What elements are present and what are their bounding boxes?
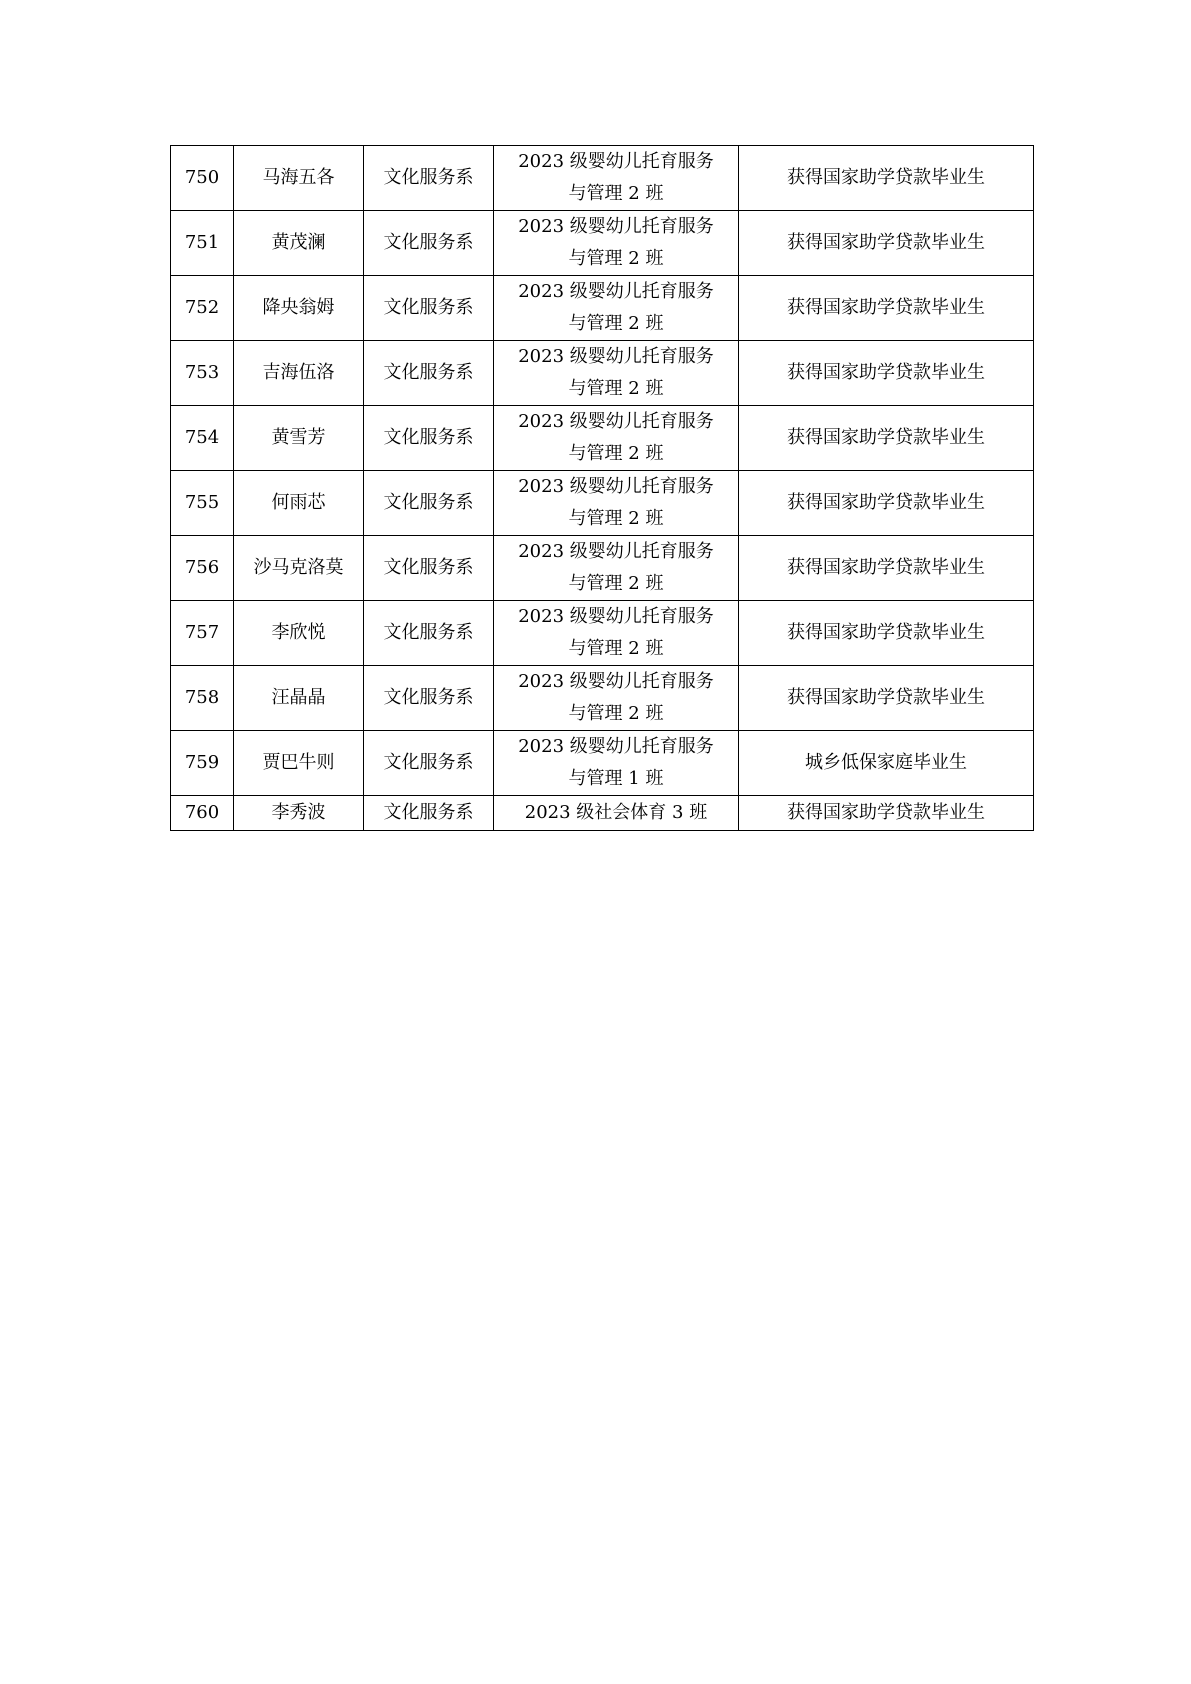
class-line-1: 2023 级婴幼儿托育服务 <box>518 736 714 757</box>
class-line-1: 2023 级婴幼儿托育服务 <box>518 411 714 432</box>
department: 文化服务系 <box>364 536 494 601</box>
table-row <box>171 731 1034 796</box>
class-line-2: 与管理 2 班 <box>568 573 664 594</box>
student-name: 降央翁姆 <box>234 276 364 341</box>
class-line-1: 2023 级婴幼儿托育服务 <box>518 541 714 562</box>
student-roster-table <box>170 145 1034 831</box>
class-line-2: 与管理 2 班 <box>568 313 664 334</box>
table-row <box>171 341 1034 406</box>
department: 文化服务系 <box>364 601 494 666</box>
row-number: 760 <box>171 796 234 831</box>
class-line-2: 与管理 2 班 <box>568 378 664 399</box>
table-row <box>171 146 1034 211</box>
class-cell <box>494 341 739 406</box>
student-name: 何雨芯 <box>234 471 364 536</box>
class-line-2: 与管理 2 班 <box>568 443 664 464</box>
class-line-1: 2023 级婴幼儿托育服务 <box>518 346 714 367</box>
class-line-2: 与管理 2 班 <box>568 183 664 204</box>
aid-status: 获得国家助学贷款毕业生 <box>739 146 1034 211</box>
class-cell <box>494 601 739 666</box>
department: 文化服务系 <box>364 341 494 406</box>
aid-status: 获得国家助学贷款毕业生 <box>739 211 1034 276</box>
student-name: 马海五各 <box>234 146 364 211</box>
class-line-2: 与管理 2 班 <box>568 638 664 659</box>
student-name: 贾巴牛则 <box>234 731 364 796</box>
table-row <box>171 211 1034 276</box>
table-row <box>171 601 1034 666</box>
row-number: 755 <box>171 471 234 536</box>
student-name: 吉海伍洛 <box>234 341 364 406</box>
aid-status: 获得国家助学贷款毕业生 <box>739 341 1034 406</box>
department: 文化服务系 <box>364 731 494 796</box>
aid-status: 获得国家助学贷款毕业生 <box>739 601 1034 666</box>
class-line-1: 2023 级婴幼儿托育服务 <box>518 216 714 237</box>
row-number: 759 <box>171 731 234 796</box>
class-cell <box>494 536 739 601</box>
aid-status: 获得国家助学贷款毕业生 <box>739 796 1034 831</box>
row-number: 754 <box>171 406 234 471</box>
class-cell <box>494 406 739 471</box>
student-name: 汪晶晶 <box>234 666 364 731</box>
class-cell <box>494 276 739 341</box>
row-number: 751 <box>171 211 234 276</box>
department: 文化服务系 <box>364 666 494 731</box>
department: 文化服务系 <box>364 471 494 536</box>
table-row <box>171 406 1034 471</box>
class-line-1: 2023 级婴幼儿托育服务 <box>518 671 714 692</box>
aid-status: 获得国家助学贷款毕业生 <box>739 666 1034 731</box>
department: 文化服务系 <box>364 211 494 276</box>
department: 文化服务系 <box>364 146 494 211</box>
row-number: 757 <box>171 601 234 666</box>
class-cell <box>494 471 739 536</box>
student-name: 黄茂澜 <box>234 211 364 276</box>
class-cell <box>494 211 739 276</box>
department: 文化服务系 <box>364 796 494 831</box>
class-cell <box>494 731 739 796</box>
class-cell <box>494 146 739 211</box>
class-line-2: 与管理 1 班 <box>568 768 664 789</box>
class-line-1: 2023 级婴幼儿托育服务 <box>518 151 714 172</box>
aid-status: 获得国家助学贷款毕业生 <box>739 406 1034 471</box>
table-row <box>171 536 1034 601</box>
class-line-1: 2023 级婴幼儿托育服务 <box>518 476 714 497</box>
class-line-2: 与管理 2 班 <box>568 248 664 269</box>
row-number: 752 <box>171 276 234 341</box>
class-line-1: 2023 级婴幼儿托育服务 <box>518 281 714 302</box>
student-name: 李欣悦 <box>234 601 364 666</box>
table-row <box>171 666 1034 731</box>
aid-status: 获得国家助学贷款毕业生 <box>739 536 1034 601</box>
class-line-2: 与管理 2 班 <box>568 508 664 529</box>
aid-status: 城乡低保家庭毕业生 <box>739 731 1034 796</box>
student-name: 沙马克洛莫 <box>234 536 364 601</box>
row-number: 750 <box>171 146 234 211</box>
row-number: 756 <box>171 536 234 601</box>
aid-status: 获得国家助学贷款毕业生 <box>739 276 1034 341</box>
student-name: 黄雪芳 <box>234 406 364 471</box>
class-line-2: 与管理 2 班 <box>568 703 664 724</box>
class-cell: 2023 级社会体育 3 班 <box>494 796 739 831</box>
student-name: 李秀波 <box>234 796 364 831</box>
table-row <box>171 471 1034 536</box>
department: 文化服务系 <box>364 406 494 471</box>
class-cell <box>494 666 739 731</box>
department: 文化服务系 <box>364 276 494 341</box>
class-line-1: 2023 级婴幼儿托育服务 <box>518 606 714 627</box>
row-number: 753 <box>171 341 234 406</box>
table-row <box>171 276 1034 341</box>
roster-body <box>171 146 1034 831</box>
aid-status: 获得国家助学贷款毕业生 <box>739 471 1034 536</box>
table-row <box>171 796 1034 831</box>
row-number: 758 <box>171 666 234 731</box>
